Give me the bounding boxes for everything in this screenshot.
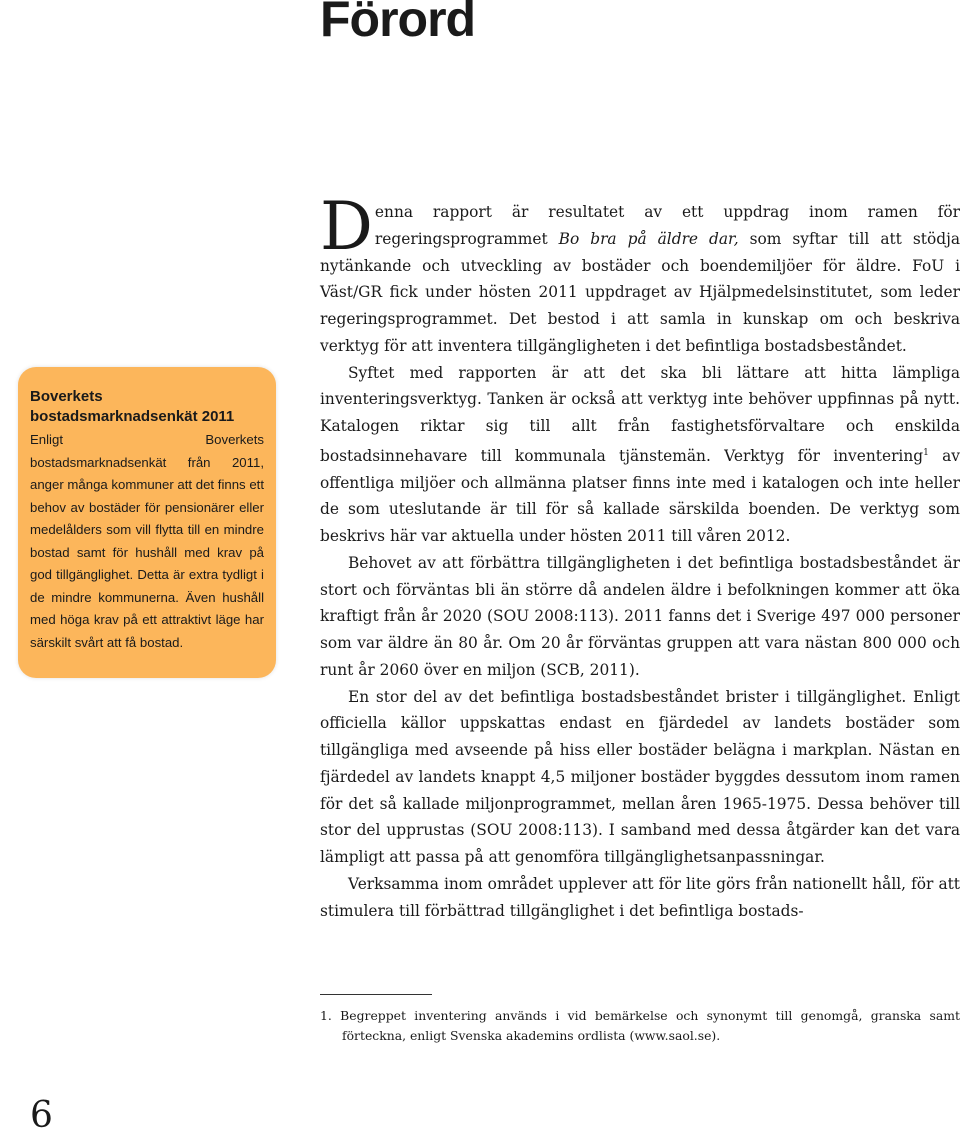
paragraph-1-text-b: som syftar till att stödja nytänkande och utveckling av bostäder och boendemiljöer för äldre. FoU i Väst/GR fick under hösten 2011 uppdraget av Hjälpmedelsinstitutet, som leder regeringsprogrammet. Det bestod i att samla in kunskap om och beskriva verktyg för att inventera tillgängligheten i det befintliga bostadsbeståndet. — [320, 229, 960, 355]
program-name: Bo bra på äldre dar, — [558, 229, 739, 248]
paragraph-1-text-a: enna rapport är resultatet av ett uppdrag inom ramen för regeringsprogrammet — [374, 203, 960, 248]
footnote-number: 1. — [320, 1008, 332, 1023]
body-text — [320, 188, 960, 924]
paragraph-5: Verksamma inom området upplever att för lite görs från nationellt håll, för att stimulera till förbättrad tillgänglighet i det befintliga bostads- — [320, 874, 960, 920]
info-box — [18, 367, 276, 678]
paragraph-4: En stor del av det befintliga bostadsbeståndet brister i tillgänglighet. Enligt officiella källor uppskattas endast en fjärdedel av landets bostäder som tillgängliga med avseende på hiss eller bostäder belägna i markplan. Nästan en fjärdedel av landets knappt 4,5 miljoner bostäder byggdes dessutom inom ramen för det så kallade miljonprogrammet, mellan åren 1965-1975. Dessa behöver till stor del upprustas (SOU 2008:113). I samband med dessa åtgärder kan det vara lämpligt att passa på att genomföra tillgänglighetsanpassningar. — [320, 687, 960, 867]
paragraph-3: Behovet av att förbättra tillgängligheten i det befintliga bostadsbeståndet är stort och förväntas bli än större då andelen äldre i befolkningen kommer att öka kraftigt från år 2020 (SOU 2008:113). 2011 fanns det i Sverige 497 000 personer som var äldre än 80 år. Om 20 år förväntas gruppen att vara nästan 800 000 och runt år 2060 över en miljon (SCB, 2011). — [320, 553, 960, 679]
footnote-ref[interactable]: 1 — [923, 447, 929, 458]
info-box-text: Enligt Boverkets bostadsmarknadsenkät från 2011, anger många kommuner att det finns ett behov av bostäder för pensionärer eller medelålders som vill flytta till en mindre bostad samt för hushåll med krav på god tillgänglighet. Detta är extra tydligt i de mindre kommunerna. Även hushåll med höga krav på ett attraktivt läge har särskilt svårt att få bostad. — [30, 432, 264, 650]
paragraph-2-text-b: av offentliga miljöer och allmänna platser finns inte med i katalogen och inte heller de som uteslutande är till för så kallade särskilda boenden. De verktyg som beskrivs här var aktuella under hösten 2011 till våren 2012. — [320, 446, 960, 546]
footnote-text: Begreppet inventering används i vid bemärkelse och synonymt till genomgå, granska samt förteckna, enligt Svenska akademins ordlista (www.saol.se). — [340, 1008, 960, 1043]
drop-cap: D — [320, 188, 373, 265]
page-title: Förord — [320, 0, 476, 47]
footnote-divider — [320, 994, 432, 995]
info-box-title: Boverkets bostadsmarknadsenkät 2011 — [30, 388, 235, 425]
page-number: 6 — [30, 1095, 53, 1136]
paragraph-1 — [320, 188, 960, 360]
paragraph-2-text-a: Syftet med rapporten är att det ska bli lättare att hitta lämpliga inventeringsverktyg. Tanken är också att verktyg inte behöver uppfinnas på nytt. Katalogen riktar sig till allt från fastighetsförvaltare och enskilda bostadsinnehavare till kommunala tjänstemän. Verktyg för inventering — [320, 363, 960, 465]
footnote — [320, 1006, 960, 1046]
paragraph-2 — [320, 360, 960, 550]
